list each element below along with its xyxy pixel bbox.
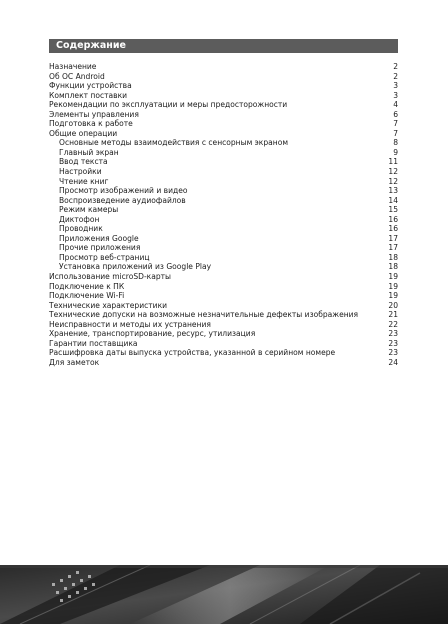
toc-subentry	[49, 224, 398, 234]
toc-entry-title: Назначение	[49, 62, 97, 71]
toc-entry-title: Основные методы взаимодействия с сенсорным экраном	[59, 138, 289, 148]
toc-entry	[49, 291, 398, 301]
toc-subentry	[49, 157, 398, 167]
toc-entry-page: 17	[388, 243, 398, 253]
toc-entry-title: Проводник	[59, 224, 103, 234]
toc-entry-title: Гарантии поставщика	[49, 338, 138, 348]
toc-entry-title: Подключение к ПК	[49, 281, 125, 291]
toc-entry-title: Главный экран	[59, 147, 119, 157]
toc-subentry	[49, 177, 398, 187]
toc-entry	[49, 329, 398, 339]
toc-subentry	[49, 262, 398, 272]
toc-entry-page: 16	[388, 224, 398, 234]
toc-entry-page: 16	[388, 214, 398, 224]
toc-entry-title: Просмотр веб-страниц	[59, 252, 150, 262]
toc-entry-title: Просмотр изображений и видео	[59, 186, 188, 196]
toc-entry-title: Использование microSD-карты	[49, 272, 172, 282]
toc-entry	[49, 282, 398, 292]
toc-entry-title: Приложения Google	[59, 233, 139, 243]
toc-entry-page: 19	[388, 291, 398, 301]
toc-entry-title: Хранение, транспортирование, ресурс, утилизация	[49, 329, 256, 339]
toc-entry	[49, 100, 398, 110]
toc-entry-page: 18	[388, 252, 398, 262]
toc-entry-page: 3	[393, 90, 398, 100]
toc-entry-page: 8	[393, 138, 398, 148]
toc-entry-title: Комплект поставки	[49, 90, 128, 100]
toc-entry-title: Подключение Wi-Fi	[49, 291, 125, 301]
toc-subentry	[49, 215, 398, 225]
toc-entry	[49, 348, 398, 358]
toc-entry-page: 23	[388, 348, 398, 358]
toc-entry	[49, 72, 398, 82]
toc-entry-title: Ввод текста	[59, 157, 108, 167]
toc-entry	[49, 81, 398, 91]
toc-entry-page: 12	[388, 167, 398, 177]
toc-entry	[49, 110, 398, 120]
toc-entry-title: Об ОС Android	[49, 71, 105, 81]
toc-entry-title: Расшифровка даты выпуска устройства, указанной в серийном номере	[49, 348, 336, 358]
toc-entry-page: 7	[393, 119, 398, 129]
toc-entry	[49, 62, 398, 72]
toc-entry-page: 9	[393, 147, 398, 157]
toc-subentry	[49, 243, 398, 253]
toc-subentry	[49, 234, 398, 244]
toc-entry-page: 19	[388, 272, 398, 282]
toc-entry-page: 7	[393, 128, 398, 138]
toc-entry	[49, 129, 398, 139]
toc-entry-title: Рекомендации по эксплуатации и меры предосторожности	[49, 100, 288, 110]
contents-title: Содержание	[56, 40, 126, 51]
toc-subentry	[49, 205, 398, 215]
toc-entry-title: Функции устройства	[49, 81, 132, 91]
toc-entry-title: Технические характеристики	[49, 300, 168, 310]
toc-entry	[49, 358, 398, 368]
toc-entry-page: 20	[388, 300, 398, 310]
toc-entry-page: 14	[388, 195, 398, 205]
toc-entry-title: Подготовка к работе	[49, 119, 133, 129]
toc-subentry	[49, 253, 398, 263]
footer-decorative-photo	[0, 565, 448, 624]
toc-entry-page: 13	[388, 186, 398, 196]
toc-entry-page: 19	[388, 281, 398, 291]
toc-entry-title: Общие операции	[49, 128, 118, 138]
toc-subentry	[49, 148, 398, 158]
toc-entry	[49, 272, 398, 282]
toc-entry-page: 23	[388, 329, 398, 339]
toc-entry	[49, 91, 398, 101]
toc-entry-page: 3	[393, 81, 398, 91]
toc-entry-title: Воспроизведение аудиофайлов	[59, 195, 186, 205]
toc-entry-page: 21	[388, 310, 398, 320]
table-of-contents	[49, 62, 398, 368]
toc-entry-title: Технические допуски на возможные незначительные дефекты изображения	[49, 310, 359, 320]
toc-entry-page: 24	[388, 357, 398, 367]
toc-entry-page: 17	[388, 233, 398, 243]
toc-entry-page: 6	[393, 109, 398, 119]
toc-entry-title: Режим камеры	[59, 205, 119, 215]
toc-entry-title: Неисправности и методы их устранения	[49, 319, 211, 329]
toc-entry-page: 15	[388, 205, 398, 215]
toc-entry-title: Прочие приложения	[59, 243, 141, 253]
toc-entry-title: Чтение книг	[59, 176, 109, 186]
toc-subentry	[49, 138, 398, 148]
toc-entry-title: Для заметок	[49, 357, 100, 367]
toc-entry-page: 12	[388, 176, 398, 186]
toc-entry-page: 4	[393, 100, 398, 110]
toc-subentry	[49, 196, 398, 206]
toc-subentry	[49, 167, 398, 177]
toc-entry	[49, 119, 398, 129]
contents-header-bar	[49, 39, 398, 53]
toc-entry-page: 11	[388, 157, 398, 167]
toc-entry-page: 23	[388, 338, 398, 348]
toc-subentry	[49, 186, 398, 196]
toc-entry	[49, 320, 398, 330]
toc-entry	[49, 301, 398, 311]
toc-entry-title: Настройки	[59, 167, 102, 177]
toc-entry-title: Элементы управления	[49, 109, 139, 119]
toc-entry	[49, 310, 398, 320]
toc-entry	[49, 339, 398, 349]
toc-entry-title: Установка приложений из Google Play	[59, 262, 212, 272]
toc-entry-page: 22	[388, 319, 398, 329]
toc-entry-title: Диктофон	[59, 214, 100, 224]
toc-entry-page: 2	[393, 62, 398, 71]
toc-entry-page: 18	[388, 262, 398, 272]
toc-entry-page: 2	[393, 71, 398, 81]
